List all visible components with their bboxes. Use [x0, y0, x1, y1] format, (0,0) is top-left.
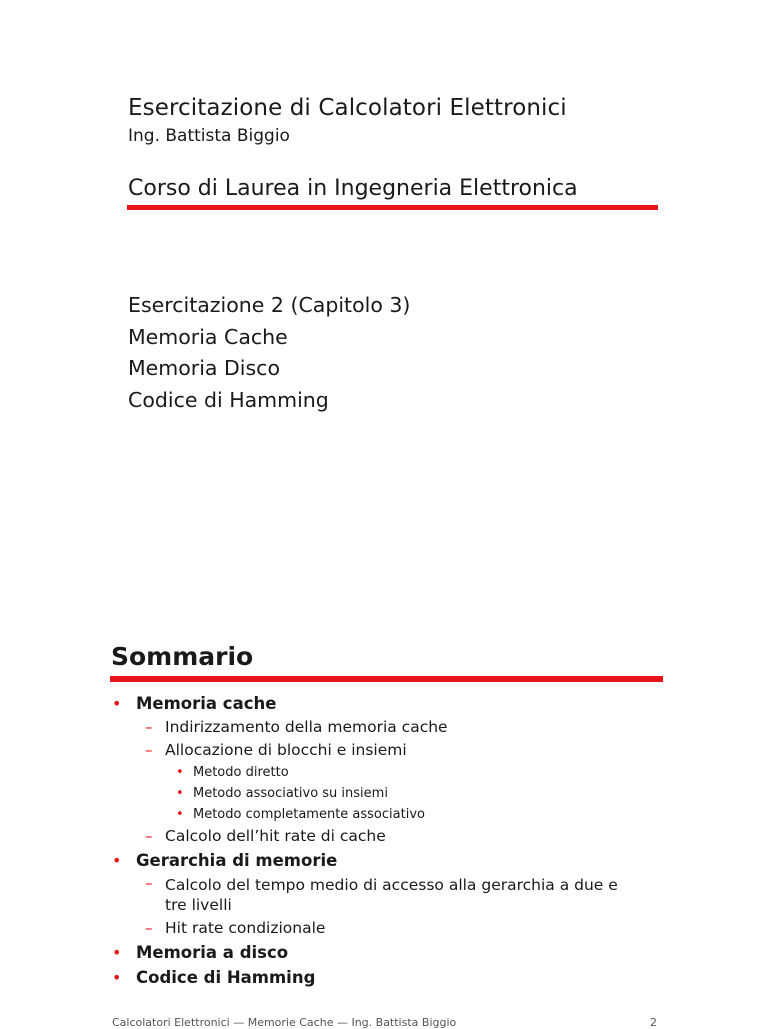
outline-item-disco [112, 940, 672, 965]
slide-footer [112, 1016, 657, 1029]
summary-title: Sommario [111, 642, 254, 671]
outline-sublabel: Calcolo dell’hit rate di cache [165, 827, 386, 845]
outline-subsublabel: Metodo associativo su insiemi [193, 786, 388, 801]
bullet-icon: • [112, 851, 122, 870]
footer-text: Calcolatori Elettronici — Memorie Cache — Ing. Battista Biggio [112, 1016, 457, 1029]
bullet-icon: • [176, 765, 184, 780]
topic-list [128, 290, 410, 416]
author-name: Ing. Battista Biggio [128, 126, 290, 146]
outline-item-gerarchia [112, 848, 672, 873]
bullet-icon: • [112, 968, 122, 987]
topic-item: Esercitazione 2 (Capitolo 3) [128, 293, 411, 317]
bullet-icon: • [112, 694, 122, 713]
bullet-icon: • [176, 807, 184, 822]
outline-label: Memoria cache [136, 694, 277, 713]
outline-subsublabel: Metodo diretto [193, 765, 289, 780]
outline-subsublabel: Metodo completamente associativo [193, 807, 425, 822]
outline-subsubitem [112, 762, 672, 783]
outline-subitem [112, 739, 672, 762]
bullet-icon: • [176, 786, 184, 801]
outline-subsubitem [112, 804, 672, 825]
bullet-icon: • [112, 943, 122, 962]
red-divider [110, 676, 663, 682]
dash-icon: – [145, 919, 153, 937]
outline-sublabel: Hit rate condizionale [165, 919, 326, 937]
dash-icon: – [145, 741, 153, 759]
outline-item-memoria-cache [112, 691, 672, 716]
outline-sublabel: Calcolo del tempo medio di accesso alla gerarchia a due e tre livelli [165, 876, 618, 914]
topic-item: Memoria Disco [128, 356, 280, 380]
outline-label: Memoria a disco [136, 943, 289, 962]
dash-icon: – [145, 874, 153, 892]
outline-subitem [112, 873, 635, 917]
outline-label: Gerarchia di memorie [136, 851, 338, 870]
outline-sublabel: Indirizzamento della memoria cache [165, 718, 448, 736]
outline-subitem [112, 716, 672, 739]
topic-item: Codice di Hamming [128, 387, 329, 412]
slide-title: Esercitazione di Calcolatori Elettronici [128, 95, 567, 121]
outline-subitem [112, 825, 672, 848]
outline-label: Codice di Hamming [136, 968, 316, 987]
summary-outline [112, 691, 672, 990]
course-name: Corso di Laurea in Ingegneria Elettronica [128, 176, 578, 201]
outline-subsubitem [112, 783, 672, 804]
dash-icon: – [145, 718, 153, 736]
dash-icon: – [145, 827, 153, 845]
red-divider [127, 205, 658, 210]
outline-sublabel: Allocazione di blocchi e insiemi [165, 741, 407, 759]
summary-slide [0, 620, 768, 1029]
outline-item-hamming [112, 965, 672, 990]
outline-subitem [112, 917, 672, 940]
page-number: 2 [650, 1016, 657, 1029]
topic-item: Memoria Cache [128, 324, 288, 349]
